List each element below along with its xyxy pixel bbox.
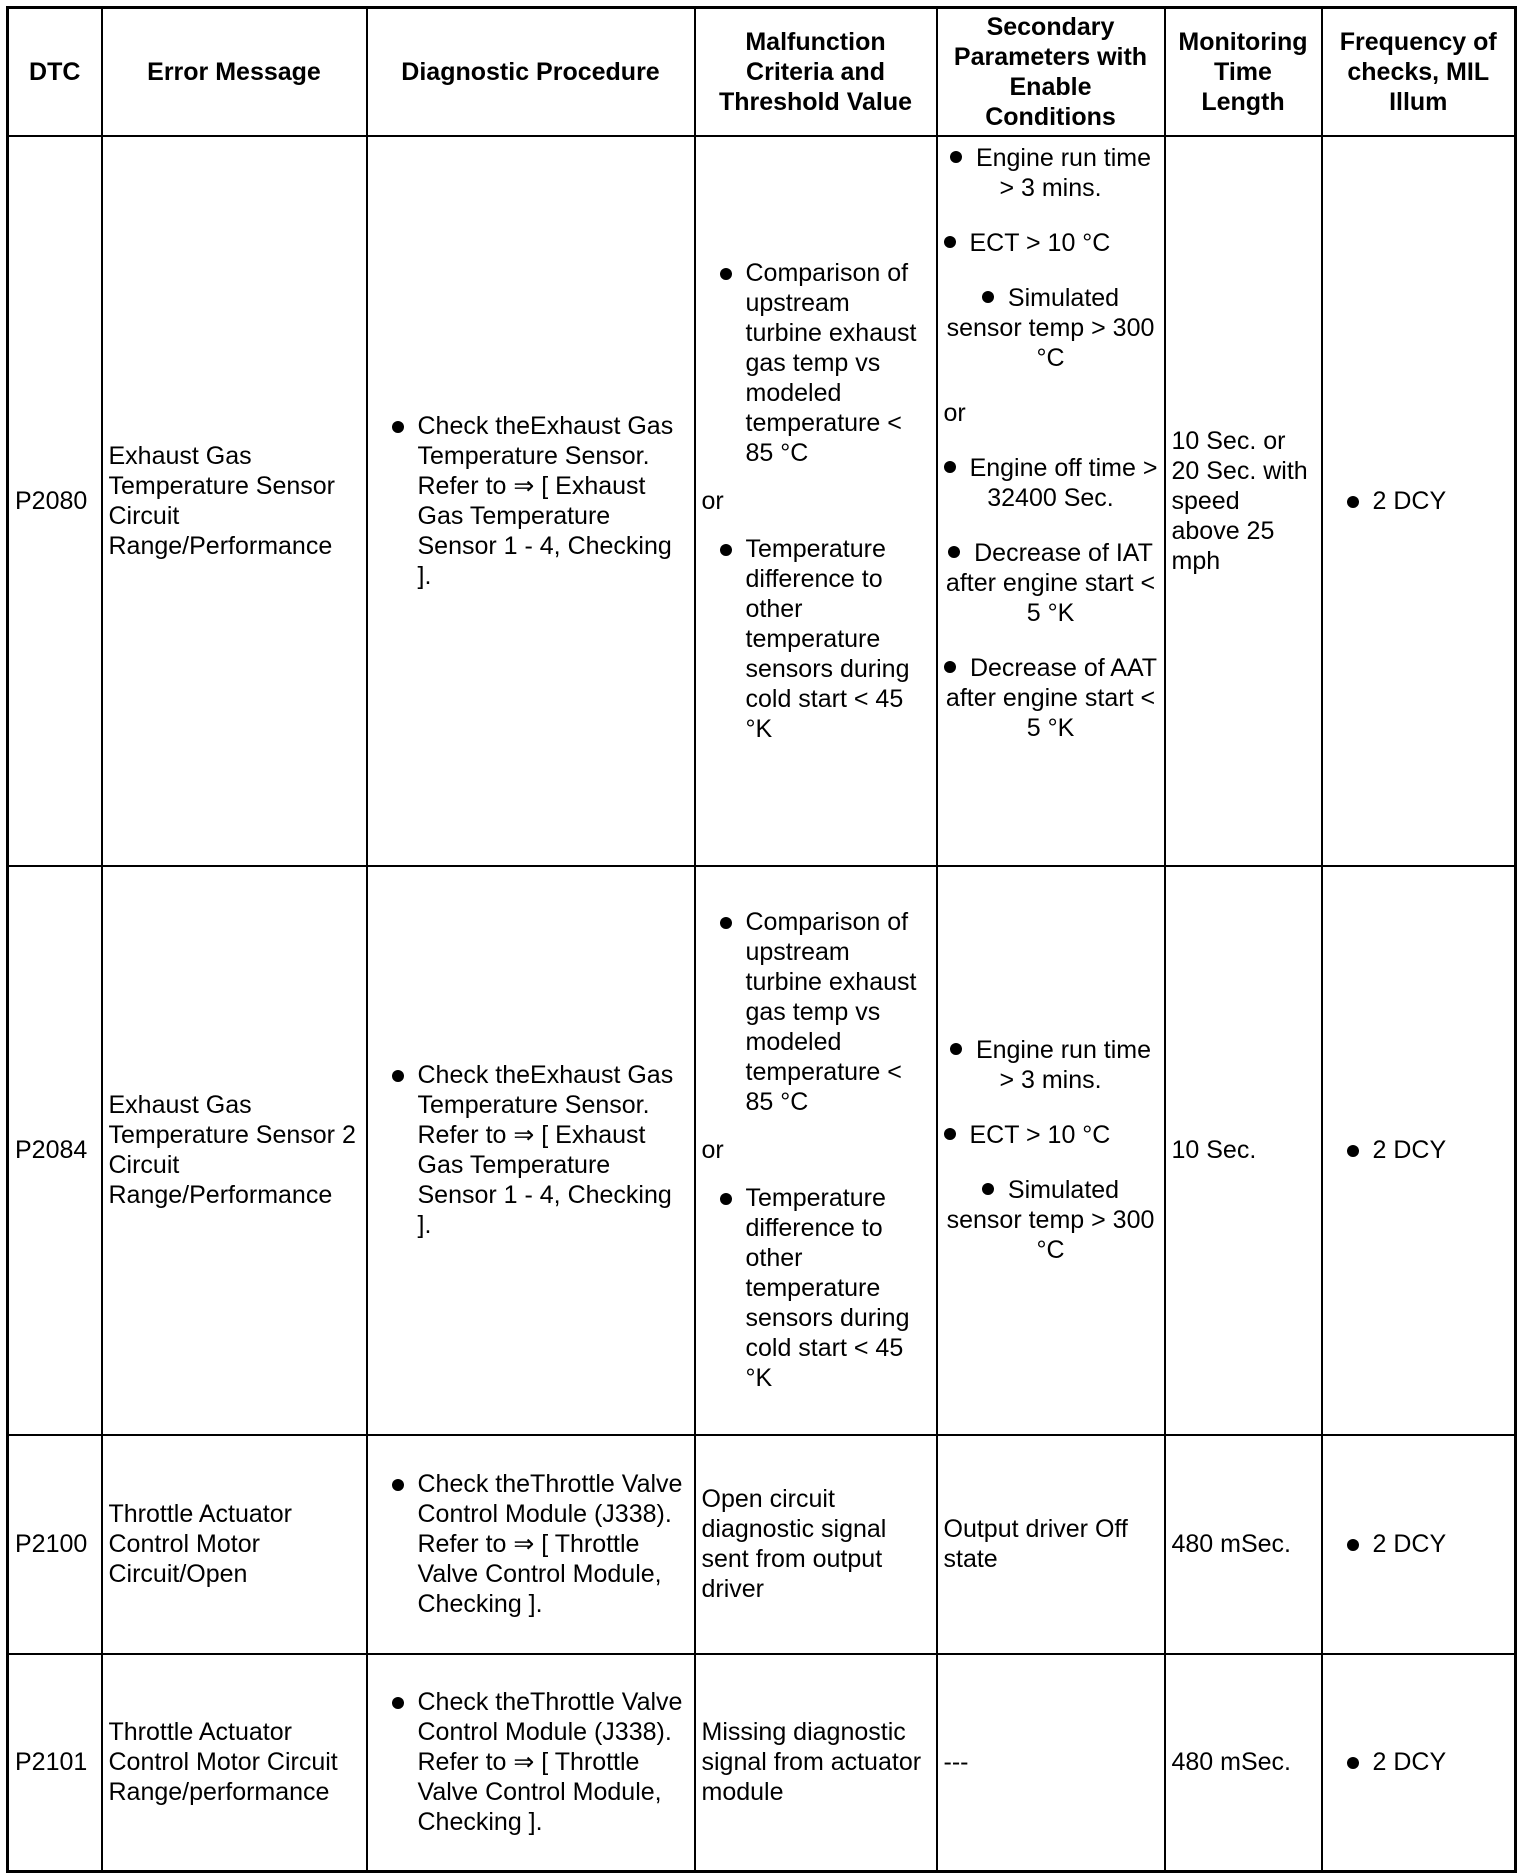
- dtc-table: [6, 6, 1517, 1873]
- bullet-icon: [944, 236, 956, 248]
- monitoring-time: 10 Sec. or 20 Sec. with speed above 25 mph: [1165, 136, 1322, 866]
- table-row: [8, 136, 1516, 866]
- header-frequency: Frequency of checks, MIL Illum: [1322, 8, 1516, 136]
- secondary-item: Engine off time > 32400 Sec.: [944, 453, 1158, 513]
- bullet-icon: [950, 1043, 962, 1055]
- header-dtc: DTC: [8, 8, 102, 136]
- criteria-item: Temperature difference to other temperature sensors during cold start < 45 °K: [702, 1183, 930, 1393]
- dtc-code: P2084: [8, 866, 102, 1435]
- bullet-icon: [944, 1128, 956, 1140]
- table-row: [8, 866, 1516, 1435]
- error-message: Throttle Actuator Control Motor Circuit Range/performance: [102, 1654, 367, 1872]
- secondary-parameters: ---: [937, 1654, 1165, 1872]
- monitoring-time: 480 mSec.: [1165, 1435, 1322, 1654]
- header-secondary-parameters: Secondary Parameters with Enable Conditions: [937, 8, 1165, 136]
- frequency-item: 2 DCY: [1329, 1529, 1509, 1559]
- procedure-item: Check theThrottle Valve Control Module (J338). Refer to ⇒ [ Throttle Valve Control Module, Checking ].: [374, 1687, 688, 1837]
- frequency-item: 2 DCY: [1329, 486, 1509, 516]
- procedure-item: Check theThrottle Valve Control Module (J338). Refer to ⇒ [ Throttle Valve Control Module, Checking ].: [374, 1469, 688, 1619]
- frequency: [1322, 866, 1516, 1435]
- frequency: [1322, 1435, 1516, 1654]
- frequency-item: 2 DCY: [1329, 1135, 1509, 1165]
- secondary-parameters: [937, 136, 1165, 866]
- criteria-item: Comparison of upstream turbine exhaust gas temp vs modeled temperature < 85 °C: [702, 907, 930, 1117]
- header-error-message: Error Message: [102, 8, 367, 136]
- bullet-icon: [982, 291, 994, 303]
- secondary-parameters: Output driver Off state: [937, 1435, 1165, 1654]
- bullet-icon: [944, 461, 956, 473]
- header-row: [8, 8, 1516, 136]
- procedure-item: Check theExhaust Gas Temperature Sensor. Refer to ⇒ [ Exhaust Gas Temperature Sensor 1 - 4, Checking ].: [374, 1060, 688, 1240]
- bullet-icon: [948, 546, 960, 558]
- frequency: [1322, 1654, 1516, 1872]
- secondary-item: ECT > 10 °C: [944, 1120, 1111, 1150]
- secondary-item: Simulated sensor temp > 300 °C: [946, 1176, 1155, 1264]
- frequency: [1322, 136, 1516, 866]
- bullet-icon: [950, 151, 962, 163]
- diagnostic-procedure: [367, 1435, 695, 1654]
- header-malfunction-criteria: Malfunction Criteria and Threshold Value: [695, 8, 937, 136]
- error-message: Exhaust Gas Temperature Sensor 2 Circuit Range/Performance: [102, 866, 367, 1435]
- criteria-item: Temperature difference to other temperature sensors during cold start < 45 °K: [702, 534, 930, 744]
- malfunction-criteria: [695, 866, 937, 1435]
- procedure-item: Check theExhaust Gas Temperature Sensor. Refer to ⇒ [ Exhaust Gas Temperature Sensor 1 - 4, Checking ].: [374, 411, 688, 591]
- criteria-item: Comparison of upstream turbine exhaust gas temp vs modeled temperature < 85 °C: [702, 258, 930, 468]
- header-monitoring-time: Monitoring Time Length: [1165, 8, 1322, 136]
- diagnostic-procedure: [367, 136, 695, 866]
- malfunction-criteria: [695, 136, 937, 866]
- criteria-or: or: [701, 486, 724, 515]
- dtc-code: P2101: [8, 1654, 102, 1872]
- bullet-icon: [944, 661, 956, 673]
- secondary-or: or: [943, 398, 966, 427]
- secondary-parameters: [937, 866, 1165, 1435]
- secondary-item: Simulated sensor temp > 300 °C: [946, 283, 1155, 372]
- frequency-item: 2 DCY: [1329, 1747, 1509, 1777]
- criteria-or: or: [701, 1136, 724, 1164]
- table-row: [8, 1435, 1516, 1654]
- table-row: [8, 1654, 1516, 1872]
- bullet-icon: [982, 1183, 994, 1195]
- dtc-code: P2080: [8, 136, 102, 866]
- header-diagnostic-procedure: Diagnostic Procedure: [367, 8, 695, 136]
- monitoring-time: 480 mSec.: [1165, 1654, 1322, 1872]
- dtc-code: P2100: [8, 1435, 102, 1654]
- diagnostic-procedure: [367, 1654, 695, 1872]
- secondary-item: Engine run time > 3 mins.: [944, 143, 1158, 203]
- malfunction-criteria: Missing diagnostic signal from actuator module: [695, 1654, 937, 1872]
- secondary-item: Decrease of IAT after engine start < 5 °K: [945, 538, 1156, 627]
- secondary-item: ECT > 10 °C: [944, 228, 1111, 258]
- error-message: Exhaust Gas Temperature Sensor Circuit Range/Performance: [102, 136, 367, 866]
- secondary-item: Engine run time > 3 mins.: [944, 1035, 1158, 1095]
- monitoring-time: 10 Sec.: [1165, 866, 1322, 1435]
- secondary-item: Decrease of AAT after engine start < 5 °K: [945, 653, 1158, 742]
- malfunction-criteria: Open circuit diagnostic signal sent from output driver: [695, 1435, 937, 1654]
- diagnostic-procedure: [367, 866, 695, 1435]
- error-message: Throttle Actuator Control Motor Circuit/Open: [102, 1435, 367, 1654]
